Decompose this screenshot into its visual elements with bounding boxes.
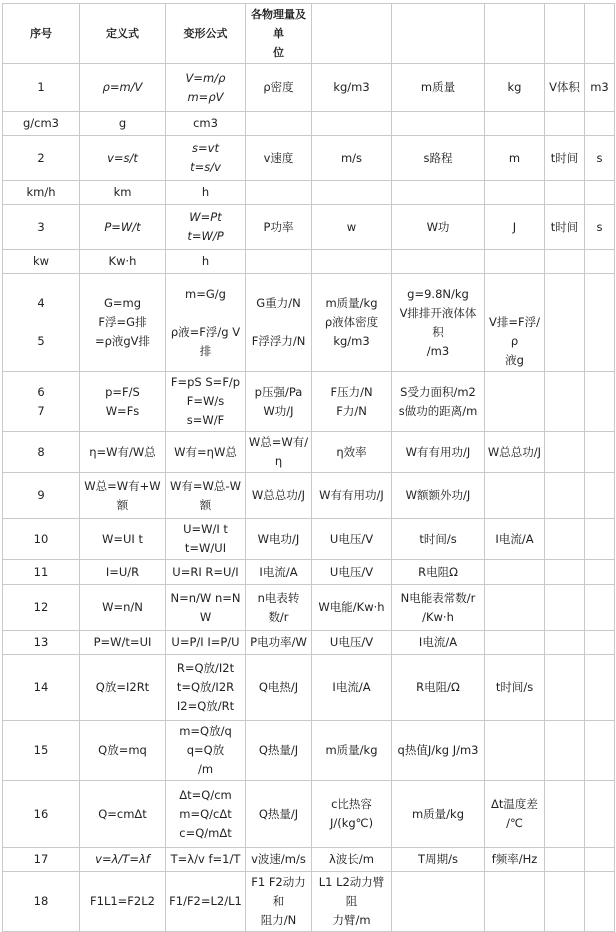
empty-cell (485, 721, 545, 781)
definition-formula: Q放=mq (80, 721, 166, 781)
quantity-cell: ρ密度 (246, 64, 312, 112)
quantity-cell: U电压/V (312, 560, 392, 585)
quantity-cell: W总=W有/η (246, 432, 312, 473)
empty-cell (585, 112, 615, 136)
row-number: 6 7 (3, 372, 80, 432)
definition-formula: I=U/R (80, 560, 166, 585)
row-number: 18 (3, 872, 80, 932)
empty-cell (545, 781, 585, 848)
table-row (3, 655, 615, 721)
empty-cell (545, 432, 585, 473)
definition-formula: F1L1=F2L2 (80, 872, 166, 932)
definition-formula: v=λ/T=λf (80, 848, 166, 872)
table-row (3, 136, 615, 181)
quantity-cell: n电表转数/r (246, 585, 312, 631)
row-number: 15 (3, 721, 80, 781)
table-row (3, 473, 615, 519)
unit-cell: w (312, 205, 392, 250)
quantity-cell: I电流/A (485, 519, 545, 560)
definition-formula: ρ=m/V (80, 64, 166, 112)
transform-formula: W=Pt t=W/P (166, 205, 246, 250)
row-number: 11 (3, 560, 80, 585)
empty-cell (485, 112, 545, 136)
empty-cell (585, 585, 615, 631)
quantity-cell: G重力/N F浮浮力/N (246, 274, 312, 372)
quantity-cell: I电流/A (312, 655, 392, 721)
definition-formula: W=n/N (80, 585, 166, 631)
empty-cell (312, 112, 392, 136)
quantity-cell: W功 (392, 205, 485, 250)
transform-formula: Δt=Q/cm m=Q/cΔt c=Q/mΔt (166, 781, 246, 848)
quantity-cell: U电压/V (312, 631, 392, 655)
empty-cell (585, 781, 615, 848)
empty-cell (545, 181, 585, 205)
definition-formula: Q放=I2Rt (80, 655, 166, 721)
quantity-cell: m质量/kg (392, 781, 485, 848)
quantity-cell: F压力/N F力/N (312, 372, 392, 432)
empty-cell (585, 372, 615, 432)
quantity-cell: W电能/Kw·h (312, 585, 392, 631)
alt-unit-cell: km/h (3, 181, 80, 205)
header-transform: 变形公式 (166, 4, 246, 64)
alt-unit-cell: h (166, 250, 246, 274)
quantity-cell: v波速/m/s (246, 848, 312, 872)
empty-cell (545, 655, 585, 721)
empty-cell (485, 473, 545, 519)
empty-cell (585, 655, 615, 721)
quantity-cell: V排=F浮/ρ 液g (485, 274, 545, 372)
row-number: 13 (3, 631, 80, 655)
quantity-cell: m质量/kg ρ液体密度 kg/m3 (312, 274, 392, 372)
empty-cell (545, 848, 585, 872)
table-row (3, 64, 615, 112)
quantity-cell: t时间/s (392, 519, 485, 560)
transform-formula: V=m/ρ m=ρV (166, 64, 246, 112)
quantity-cell: g=9.8N/kg V排排开液体体积 /m3 (392, 274, 485, 372)
quantity-cell: t时间/s (485, 655, 545, 721)
quantity-cell: Q热量/J (246, 781, 312, 848)
empty-cell (545, 250, 585, 274)
empty-cell (545, 631, 585, 655)
transform-formula: F1/F2=L2/L1 (166, 872, 246, 932)
row-number: 16 (3, 781, 80, 848)
empty-cell (545, 274, 585, 372)
empty-cell (392, 112, 485, 136)
table-row (3, 432, 615, 473)
definition-formula: G=mg F浮=G排 =ρ液gV排 (80, 274, 166, 372)
transform-formula: W有=W总-W额 (166, 473, 246, 519)
unit-cell: m (485, 136, 545, 181)
transform-formula: U=RI R=U/I (166, 560, 246, 585)
empty-cell (545, 872, 585, 932)
empty-cell (585, 274, 615, 372)
empty-cell (246, 250, 312, 274)
definition-formula: η=W有/W总 (80, 432, 166, 473)
empty-cell (545, 372, 585, 432)
quantity-cell: q热值J/kg J/m3 (392, 721, 485, 781)
table-row (3, 848, 615, 872)
quantity-cell: Q电热/J (246, 655, 312, 721)
transform-formula: m=Q放/q q=Q放 /m (166, 721, 246, 781)
quantity-cell: Δt温度差 /℃ (485, 781, 545, 848)
row-number: 8 (3, 432, 80, 473)
quantity-cell: T周期/s (392, 848, 485, 872)
table-header-row (3, 4, 615, 64)
empty-cell (485, 585, 545, 631)
header-cell (485, 4, 545, 64)
empty-cell (545, 519, 585, 560)
quantity-cell: W总总功/J (485, 432, 545, 473)
empty-cell (585, 181, 615, 205)
empty-cell (485, 560, 545, 585)
empty-cell (585, 250, 615, 274)
transform-formula: m=G/g ρ液=F浮/g V排 (166, 274, 246, 372)
row-number: 2 (3, 136, 80, 181)
empty-cell (246, 181, 312, 205)
quantity-cell: F1 F2动力和 阻力/N (246, 872, 312, 932)
empty-cell (585, 473, 615, 519)
alt-unit-cell: Kw·h (80, 250, 166, 274)
empty-cell (545, 721, 585, 781)
empty-cell (585, 872, 615, 932)
transform-formula: U=P/I I=P/U (166, 631, 246, 655)
table-row (3, 519, 615, 560)
header-cell (545, 4, 585, 64)
table-row (3, 181, 615, 205)
quantity-cell: L1 L2动力臂阻 力臂/m (312, 872, 392, 932)
table-row (3, 631, 615, 655)
empty-cell (545, 112, 585, 136)
row-number: 17 (3, 848, 80, 872)
quantity-cell: W有有用功/J (392, 432, 485, 473)
alt-unit-cell: g/cm3 (3, 112, 80, 136)
transform-formula: T=λ/v f=1/T (166, 848, 246, 872)
empty-cell (585, 721, 615, 781)
quantity-cell: S受力面积/m2 s做功的距离/m (392, 372, 485, 432)
quantity-cell: R电阻/Ω (392, 655, 485, 721)
definition-formula: P=W/t=UI (80, 631, 166, 655)
quantity-cell: P功率 (246, 205, 312, 250)
unit-cell: kg (485, 64, 545, 112)
header-cell (312, 4, 392, 64)
header-cell (392, 4, 485, 64)
unit-cell: m/s (312, 136, 392, 181)
empty-cell (485, 872, 545, 932)
definition-formula: p=F/S W=Fs (80, 372, 166, 432)
quantity-cell: W有有用功/J (312, 473, 392, 519)
quantity-cell: W总总功/J (246, 473, 312, 519)
transform-formula: W有=ηW总 (166, 432, 246, 473)
quantity-cell: t时间 (545, 205, 585, 250)
header-definition: 定义式 (80, 4, 166, 64)
quantity-cell: t时间 (545, 136, 585, 181)
transform-formula: N=n/W n=N W (166, 585, 246, 631)
table-row (3, 112, 615, 136)
empty-cell (545, 585, 585, 631)
alt-unit-cell: h (166, 181, 246, 205)
quantity-cell: W额额外功/J (392, 473, 485, 519)
row-number: 1 (3, 64, 80, 112)
empty-cell (392, 872, 485, 932)
quantity-cell: c比热容 J/(kg℃) (312, 781, 392, 848)
quantity-cell: s路程 (392, 136, 485, 181)
row-number: 4 5 (3, 274, 80, 372)
row-number: 9 (3, 473, 80, 519)
quantity-cell: I电流/A (246, 560, 312, 585)
empty-cell (312, 181, 392, 205)
definition-formula: P=W/t (80, 205, 166, 250)
empty-cell (545, 473, 585, 519)
table-row (3, 560, 615, 585)
transform-formula: s=vt t=s/v (166, 136, 246, 181)
quantity-cell: U电压/V (312, 519, 392, 560)
unit-cell: s (585, 205, 615, 250)
quantity-cell: f频率/Hz (485, 848, 545, 872)
definition-formula: W=UI t (80, 519, 166, 560)
quantity-cell: η效率 (312, 432, 392, 473)
quantity-cell: W电功/J (246, 519, 312, 560)
unit-cell: J (485, 205, 545, 250)
header-cell (585, 4, 615, 64)
empty-cell (585, 848, 615, 872)
definition-formula: Q=cmΔt (80, 781, 166, 848)
row-number: 12 (3, 585, 80, 631)
table-row (3, 781, 615, 848)
empty-cell (585, 432, 615, 473)
alt-unit-cell: g (80, 112, 166, 136)
quantity-cell: p压强/Pa W功/J (246, 372, 312, 432)
transform-formula: R=Q放/I2t t=Q放/I2R I2=Q放/Rt (166, 655, 246, 721)
empty-cell (545, 560, 585, 585)
quantity-cell: N电能表常数/r /Kw·h (392, 585, 485, 631)
quantity-cell: P电功率/W (246, 631, 312, 655)
quantity-cell: V体积 (545, 64, 585, 112)
table-row (3, 872, 615, 932)
transform-formula: U=W/I t t=W/UI (166, 519, 246, 560)
table-row (3, 372, 615, 432)
alt-unit-cell: cm3 (166, 112, 246, 136)
empty-cell (392, 250, 485, 274)
empty-cell (585, 560, 615, 585)
alt-unit-cell: km (80, 181, 166, 205)
table-row (3, 250, 615, 274)
alt-unit-cell: kw (3, 250, 80, 274)
empty-cell (485, 181, 545, 205)
table-row (3, 205, 615, 250)
definition-formula: v=s/t (80, 136, 166, 181)
quantity-cell: I电流/A (392, 631, 485, 655)
table-row (3, 721, 615, 781)
empty-cell (485, 372, 545, 432)
empty-cell (485, 250, 545, 274)
quantity-cell: v速度 (246, 136, 312, 181)
empty-cell (312, 250, 392, 274)
unit-cell: m3 (585, 64, 615, 112)
row-number: 14 (3, 655, 80, 721)
unit-cell: s (585, 136, 615, 181)
header-index: 序号 (3, 4, 80, 64)
row-number: 3 (3, 205, 80, 250)
transform-formula: F=pS S=F/p F=W/s s=W/F (166, 372, 246, 432)
quantity-cell: m质量/kg (312, 721, 392, 781)
quantity-cell: Q热量/J (246, 721, 312, 781)
empty-cell (585, 631, 615, 655)
quantity-cell: m质量 (392, 64, 485, 112)
empty-cell (392, 181, 485, 205)
table-row (3, 585, 615, 631)
row-number: 10 (3, 519, 80, 560)
unit-cell: kg/m3 (312, 64, 392, 112)
table-row (3, 274, 615, 372)
empty-cell (485, 631, 545, 655)
header-quantities: 各物理量及单 位 (246, 4, 312, 64)
quantity-cell: R电阻Ω (392, 560, 485, 585)
definition-formula: W总=W有+W 额 (80, 473, 166, 519)
empty-cell (246, 112, 312, 136)
empty-cell (585, 519, 615, 560)
formula-table (2, 3, 615, 932)
quantity-cell: λ波长/m (312, 848, 392, 872)
